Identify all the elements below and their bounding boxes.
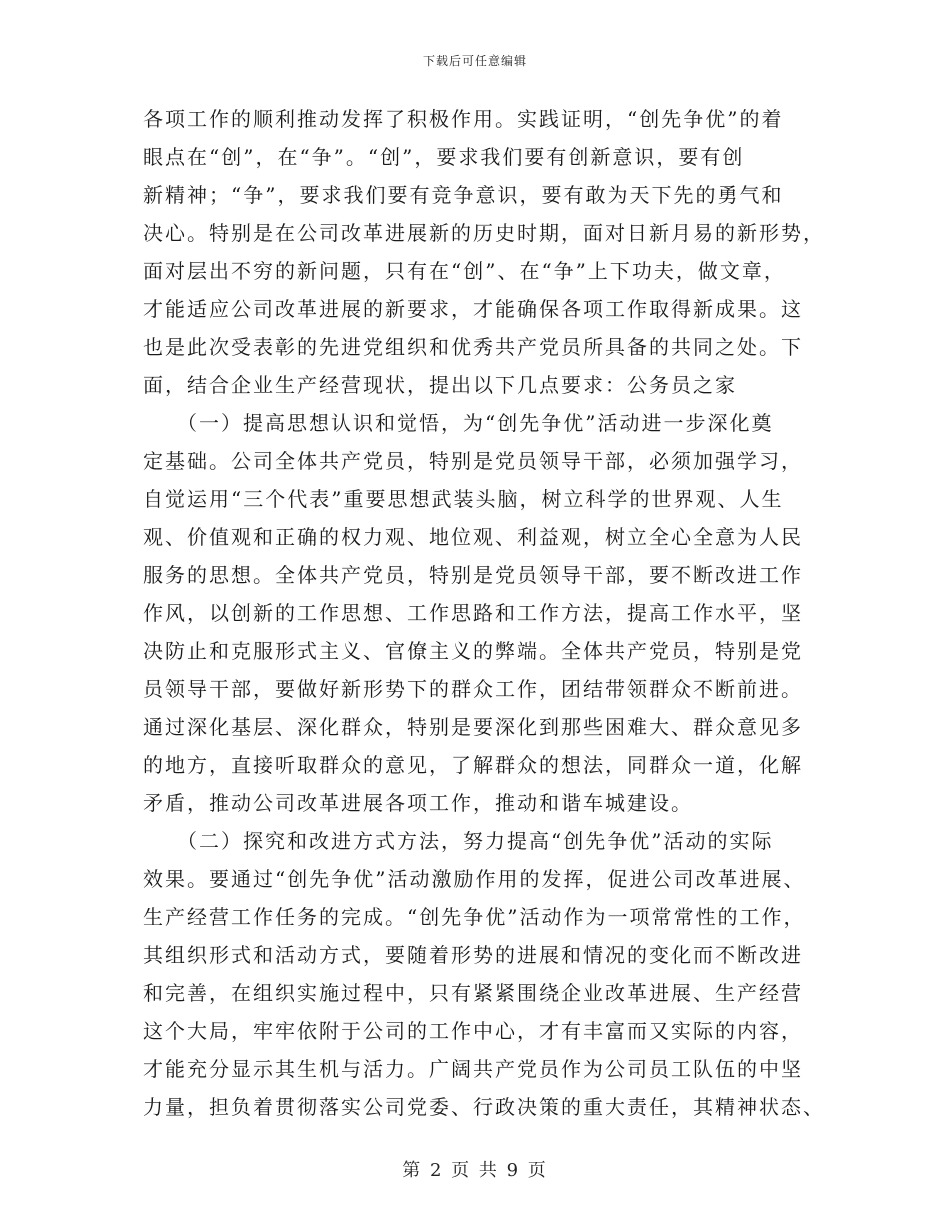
text-line: 面，结合企业生产经营现状，提出以下几点要求：公务员之家	[143, 373, 737, 397]
text-line: 作风，以创新的工作思想、工作思路和工作方法，提高工作水平，坚	[143, 601, 803, 625]
text-line: 才能充分显示其生机与活力。广阔共产党员作为公司员工队伍的中坚	[143, 1057, 803, 1081]
text-line: 员领导干部，要做好新形势下的群众工作，团结带领群众不断前进。	[143, 677, 803, 701]
text-line: 也是此次受表彰的先进党组织和优秀共产党员所具备的共同之处。下	[143, 335, 803, 359]
page-header: 下载后可任意编辑	[422, 54, 527, 68]
page-footer: 第 2 页 共 9 页	[402, 1160, 548, 1181]
text-line: 眼点在“创”，在“争”。“创”，要求我们要有创新意识，要有创	[143, 145, 745, 169]
text-line: 观、价值观和正确的权力观、地位观、利益观，树立全心全意为人民	[143, 525, 803, 549]
text-line: 决防止和克服形式主义、官僚主义的弊端。全体共产党员，特别是党	[143, 639, 803, 663]
text-line: 通过深化基层、深化群众，特别是要深化到那些困难大、群众意见多	[143, 715, 803, 739]
text-line: 和完善，在组织实施过程中，只有紧紧围绕企业改革进展、生产经营	[143, 981, 803, 1005]
text-line: 各项工作的顺利推动发挥了积极作用。实践证明，“创先争优”的着	[143, 107, 784, 131]
text-line: 生产经营工作任务的完成。“创先争优”活动作为一项常常性的工作，	[143, 905, 806, 929]
text-line: 自觉运用“三个代表”重要思想武装头脑，树立科学的世界观、人生	[143, 487, 784, 511]
text-line: 新精神；“争”，要求我们要有竞争意识，要有敢为天下先的勇气和	[143, 183, 784, 207]
text-line: （二）探究和改进方式方法，努力提高“创先争优”活动的实际	[143, 829, 774, 853]
text-line: 力量，担负着贯彻落实公司党委、行政决策的重大责任，其精神状态、	[143, 1095, 825, 1119]
text-line: 服务的思想。全体共产党员，特别是党员领导干部，要不断改进工作	[143, 563, 803, 587]
text-line: （一）提高思想认识和觉悟，为“创先争优”活动进一步深化奠	[143, 411, 774, 435]
text-line: 的地方，直接听取群众的意见，了解群众的想法，同群众一道，化解	[143, 753, 803, 777]
text-line: 决心。特别是在公司改革进展新的历史时期，面对日新月易的新形势，	[143, 221, 825, 245]
text-line: 面对层出不穷的新问题，只有在“创”、在“争”上下功夫，做文章，	[143, 259, 786, 283]
text-line: 定基础。公司全体共产党员，特别是党员领导干部，必须加强学习，	[143, 449, 803, 473]
document-body	[143, 100, 825, 1126]
text-line: 效果。要通过“创先争优”活动激励作用的发挥，促进公司改革进展、	[143, 867, 806, 891]
text-line: 才能适应公司改革进展的新要求，才能确保各项工作取得新成果。这	[143, 297, 803, 321]
text-line: 这个大局，牢牢依附于公司的工作中心，才有丰富而又实际的内容，	[143, 1019, 803, 1043]
text-line: 矛盾，推动公司改革进展各项工作，推动和谐车城建设。	[143, 791, 693, 815]
text-line: 其组织形式和活动方式，要随着形势的进展和情况的变化而不断改进	[143, 943, 803, 967]
